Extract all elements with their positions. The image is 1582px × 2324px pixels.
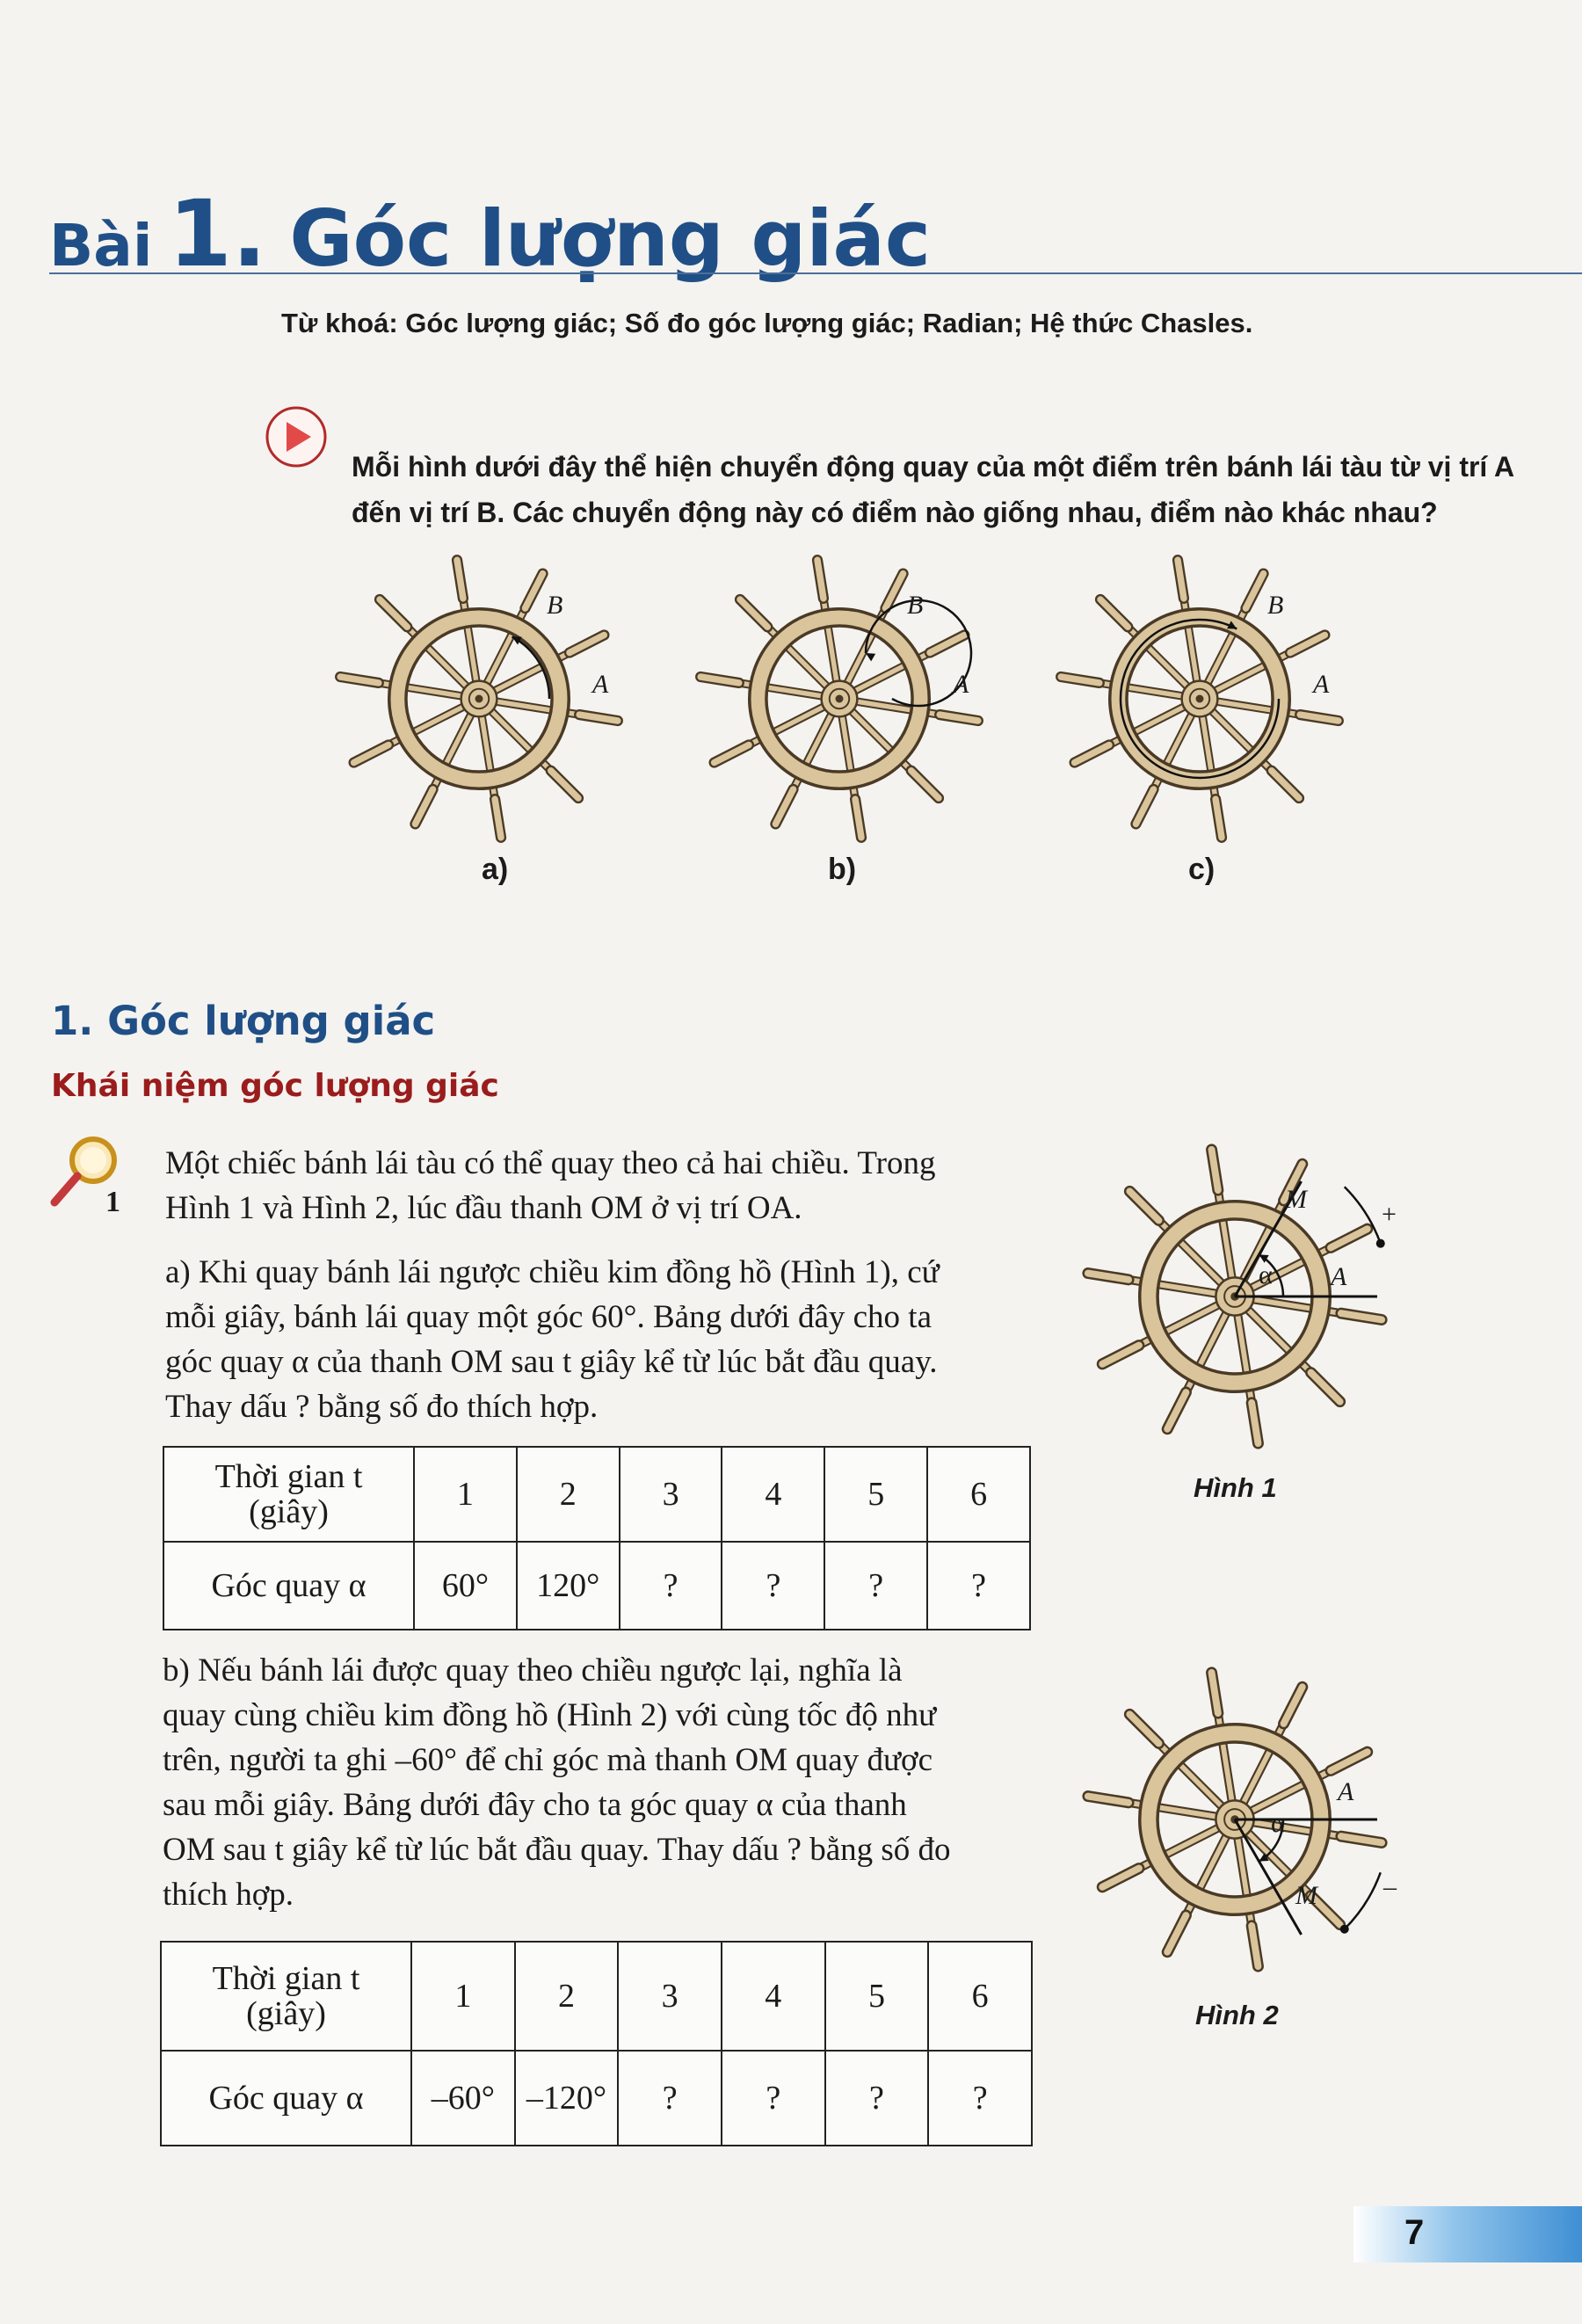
- time-cell: 3: [618, 1942, 722, 2051]
- part-b-line: thích hợp.: [163, 1877, 294, 1913]
- angle-cell: ?: [722, 1542, 824, 1630]
- time-cell: 2: [517, 1447, 620, 1542]
- lesson-prefix: Bài: [49, 212, 153, 280]
- part-a-line: Thay dấu ? bằng số đo thích hợp.: [165, 1389, 599, 1425]
- time-header-line-2: (giây): [246, 1995, 326, 2032]
- keywords-line: Từ khoá: Góc lượng giác; Số đo góc lượng giác; Radian; Hệ thức Chasles.: [281, 308, 1253, 338]
- wheel-a-label-b: B: [547, 591, 563, 620]
- figure-1-caption: Hình 1: [1194, 1472, 1277, 1503]
- time-cell: 5: [825, 1942, 929, 2051]
- figure-1-label-alpha: α: [1259, 1260, 1273, 1289]
- wheel-caption-a: a): [482, 853, 509, 886]
- part-a-line: a) Khi quay bánh lái ngược chiều kim đồng hồ (Hình 1), cứ: [165, 1254, 940, 1290]
- table-a: [163, 1446, 1031, 1630]
- lesson-number: 1.: [168, 180, 267, 287]
- subsection-heading: Khái niệm góc lượng giác: [51, 1068, 499, 1104]
- activity-intro-line-1: Một chiếc bánh lái tàu có thể quay theo cả hai chiều. Trong: [165, 1145, 936, 1181]
- time-header-line-1: Thời gian t: [212, 1960, 360, 1997]
- time-cell: 6: [928, 1942, 1032, 2051]
- angle-cell: ?: [618, 2051, 722, 2146]
- table-row: [163, 1542, 1030, 1630]
- time-header-cell: [161, 1942, 411, 2051]
- time-cell: 1: [414, 1447, 517, 1542]
- part-a-line: góc quay α của thanh OM sau t giây kể từ lúc bắt đầu quay.: [165, 1344, 938, 1380]
- section-heading: 1. Góc lượng giác: [51, 998, 436, 1044]
- table-row: [161, 2051, 1032, 2146]
- intro-question: [352, 444, 1515, 535]
- page-number-bar: [1353, 2206, 1582, 2262]
- angle-cell: 120°: [517, 1542, 620, 1630]
- time-cell: 3: [620, 1447, 722, 1542]
- activity-number: 1: [105, 1186, 120, 1213]
- angle-header-cell: Góc quay α: [161, 2051, 411, 2146]
- time-header-line-1: Thời gian t: [214, 1458, 363, 1495]
- part-b-line: trên, người ta ghi –60° để chỉ góc mà thanh OM quay được: [163, 1742, 933, 1778]
- figure-2-label-a: A: [1338, 1777, 1354, 1806]
- table-row: [161, 1942, 1032, 2051]
- part-a-line: mỗi giây, bánh lái quay một góc 60°. Bảng dưới đây cho ta: [165, 1299, 933, 1335]
- intro-line-2: đến vị trí B. Các chuyển động này có điểm nào giống nhau, điểm nào khác nhau?: [352, 497, 1438, 528]
- time-cell: 4: [722, 1942, 825, 2051]
- wheel-b-label-b: B: [907, 591, 924, 620]
- activity-intro-line-2: Hình 1 và Hình 2, lúc đầu thanh OM ở vị trí OA.: [165, 1190, 802, 1226]
- time-cell: 6: [927, 1447, 1030, 1542]
- angle-cell: ?: [824, 1542, 927, 1630]
- activity-intro: [165, 1141, 1031, 1231]
- figure-2-wheel: [1077, 1661, 1393, 1978]
- figure-2-caption: Hình 2: [1195, 2000, 1279, 2030]
- time-cell: 5: [824, 1447, 927, 1542]
- wheel-b-label-a: A: [953, 670, 969, 699]
- lesson-title: [49, 180, 931, 287]
- angle-cell: ?: [722, 2051, 825, 2146]
- time-cell: 1: [411, 1942, 515, 2051]
- figure-2-sign: –: [1383, 1872, 1397, 1901]
- wheel-c-label-a: A: [1313, 670, 1330, 699]
- wheel-caption-c: c): [1188, 853, 1216, 886]
- angle-cell: –60°: [411, 2051, 515, 2146]
- page-number: 7: [1404, 2213, 1425, 2252]
- angle-header-cell: Góc quay α: [163, 1542, 414, 1630]
- wheel-a-label-a: A: [592, 670, 609, 699]
- play-icon: [264, 404, 329, 469]
- part-b-line: sau mỗi giây. Bảng dưới đây cho ta góc quay α của thanh: [163, 1787, 907, 1823]
- wheel-figure-b: [690, 549, 989, 848]
- intro-line-1: Mỗi hình dưới đây thể hiện chuyển động quay của một điểm trên bánh lái tàu từ vị trí A: [352, 451, 1515, 483]
- angle-cell: ?: [825, 2051, 929, 2146]
- wheel-figure-a: [330, 549, 628, 848]
- figure-2-label-alpha: α: [1271, 1809, 1285, 1838]
- angle-cell: ?: [620, 1542, 722, 1630]
- angle-cell: ?: [928, 2051, 1032, 2146]
- activity-part-b: [163, 1648, 1031, 1917]
- wheel-c-label-b: B: [1267, 591, 1284, 620]
- angle-cell: 60°: [414, 1542, 517, 1630]
- time-cell: 4: [722, 1447, 824, 1542]
- activity-part-a: [165, 1250, 1031, 1429]
- part-b-line: OM sau t giây kể từ lúc bắt đầu quay. Thay dấu ? bằng số đo: [163, 1832, 951, 1868]
- figure-1-wheel: [1077, 1138, 1393, 1455]
- lesson-name: Góc lượng giác: [289, 193, 932, 284]
- time-cell: 2: [515, 1942, 619, 2051]
- figure-1-sign: +: [1382, 1200, 1397, 1229]
- figure-1-label-m: M: [1285, 1185, 1307, 1214]
- table-b: [160, 1941, 1033, 2146]
- figure-2-label-m: M: [1295, 1881, 1317, 1910]
- part-b-line: b) Nếu bánh lái được quay theo chiều ngược lại, nghĩa là: [163, 1652, 903, 1689]
- wheel-caption-b: b): [828, 853, 857, 886]
- part-b-line: quay cùng chiều kim đồng hồ (Hình 2) với cùng tốc độ như: [163, 1697, 937, 1733]
- figure-1-label-a: A: [1331, 1262, 1347, 1291]
- time-header-cell: [163, 1447, 414, 1542]
- magnifier-icon: [49, 1134, 128, 1213]
- title-underline: [49, 272, 1582, 274]
- table-row: [163, 1447, 1030, 1542]
- angle-cell: ?: [927, 1542, 1030, 1630]
- time-header-line-2: (giây): [249, 1493, 329, 1530]
- wheel-figure-c: [1050, 549, 1349, 848]
- angle-cell: –120°: [515, 2051, 619, 2146]
